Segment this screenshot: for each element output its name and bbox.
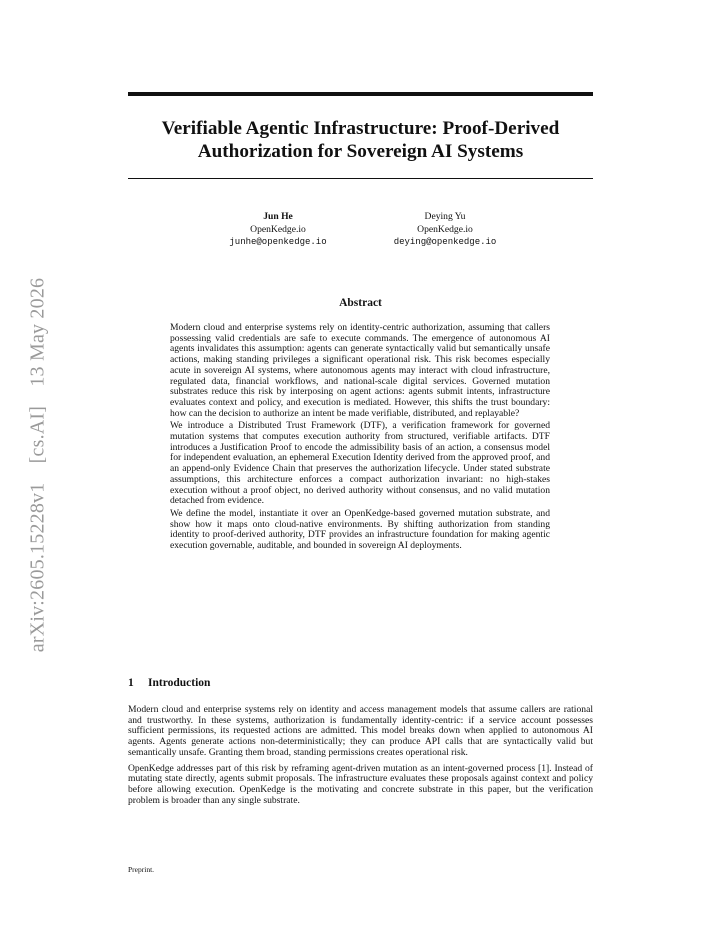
arxiv-identifier-stamp — [27, 271, 50, 659]
body-paragraph: Modern cloud and enterprise systems rely on identity and access management models that assume callers are rational and trustworthy. In these systems, authorization is fundamentally identity-centric: if a service account possesses sufficient permissions, its requested actions are admitted. This model breaks down when applied to autonomous AI agents. Agents generate actions non-deterministically; they can produce API calls that are syntactically valid but semantically unsafe. Granting them broad, standing permissions creates operational risk. — [128, 704, 593, 758]
abstract-paragraph: We define the model, instantiate it over an OpenKedge-based governed mutation substrate, and show how it maps onto cloud-native environments. By shifting authorization from standing identity to proof-derived authority, DTF provides an infrastructure foundation for making agentic execution governable, auditable, and bounded in sovereign AI deployments. — [170, 507, 550, 552]
section-heading — [128, 677, 210, 689]
author-email[interactable]: junhe@openkedge.io — [229, 237, 327, 247]
section-title: Introduction — [148, 677, 211, 689]
body-paragraph: OpenKedge addresses part of this risk by reframing agent-driven mutation as an intent-governed process [1]. Instead of mutating state directly, agents submit proposals. The infrastructure evaluates these proposals against context and policy before allowing execution. OpenKedge is the motivating and concrete substrate in this paper, but the verification problem is broader than any single substrate. — [128, 762, 593, 806]
arxiv-category: [cs.AI] — [26, 405, 49, 464]
author-affiliation: OpenKedge.io — [417, 223, 473, 235]
section-number: 1 — [128, 677, 134, 689]
section-body — [128, 705, 593, 811]
arxiv-date: 13 May 2026 — [26, 277, 49, 387]
arxiv-id: arXiv:2605.15228v1 — [26, 482, 49, 653]
abstract-body — [170, 323, 550, 554]
author-email[interactable]: deying@openkedge.io — [393, 237, 497, 247]
author-affiliation: OpenKedge.io — [250, 223, 306, 235]
title-top-rule — [128, 92, 593, 96]
abstract-paragraph: We introduce a Distributed Trust Framework (DTF), a verification framework for governed mutation systems that computes execution authority from structured, verifiable artifacts. DTF introduces a Justification Proof to encode the admissibility basis of an action, a consensus model for independent evaluation, an ephemeral Execution Identity derived from the approved proof, and an append-only Evidence Chain that preserves the authorization lifecycle. Under stated substrate assumptions, this architecture enforces a compact authorization invariant: no high-stakes execution without a proof object, no derived authority without consensus, and no valid mutation detached from evidence. — [170, 420, 550, 507]
title-bottom-rule — [128, 178, 593, 179]
author-block — [218, 211, 338, 249]
author-block — [375, 211, 515, 249]
abstract-paragraph: Modern cloud and enterprise systems rely on identity-centric authorization, assuming that callers possessing valid credentials are safe to execute commands. The emergence of autonomous AI agents invalidates this assumption: agents can generate syntactically valid but semantically unsafe actions, making standing privileges a significant operational risk. This risk becomes especially acute in sovereign AI systems, where autonomous agents may interact with cloud infrastructure, regulated data, financial workflows, and national-scale digital services. Governed mutation substrates reduce this risk by interposing on agent actions: agents submit intents, infrastructure evaluates context and policy, and execution is mediated. However, this shifts the trust boundary: how can the decision to authorize an intent be made verifiable, distributed, and replayable? — [170, 322, 550, 419]
author-name: Jun He — [263, 211, 293, 222]
preprint-footer: Preprint. — [128, 865, 155, 874]
paper-title: Verifiable Agentic Infrastructure: Proof-Derived Authorization for Sovereign AI Systems — [161, 118, 560, 162]
abstract-heading: Abstract — [339, 297, 382, 309]
author-name: Deying Yu — [424, 211, 466, 222]
